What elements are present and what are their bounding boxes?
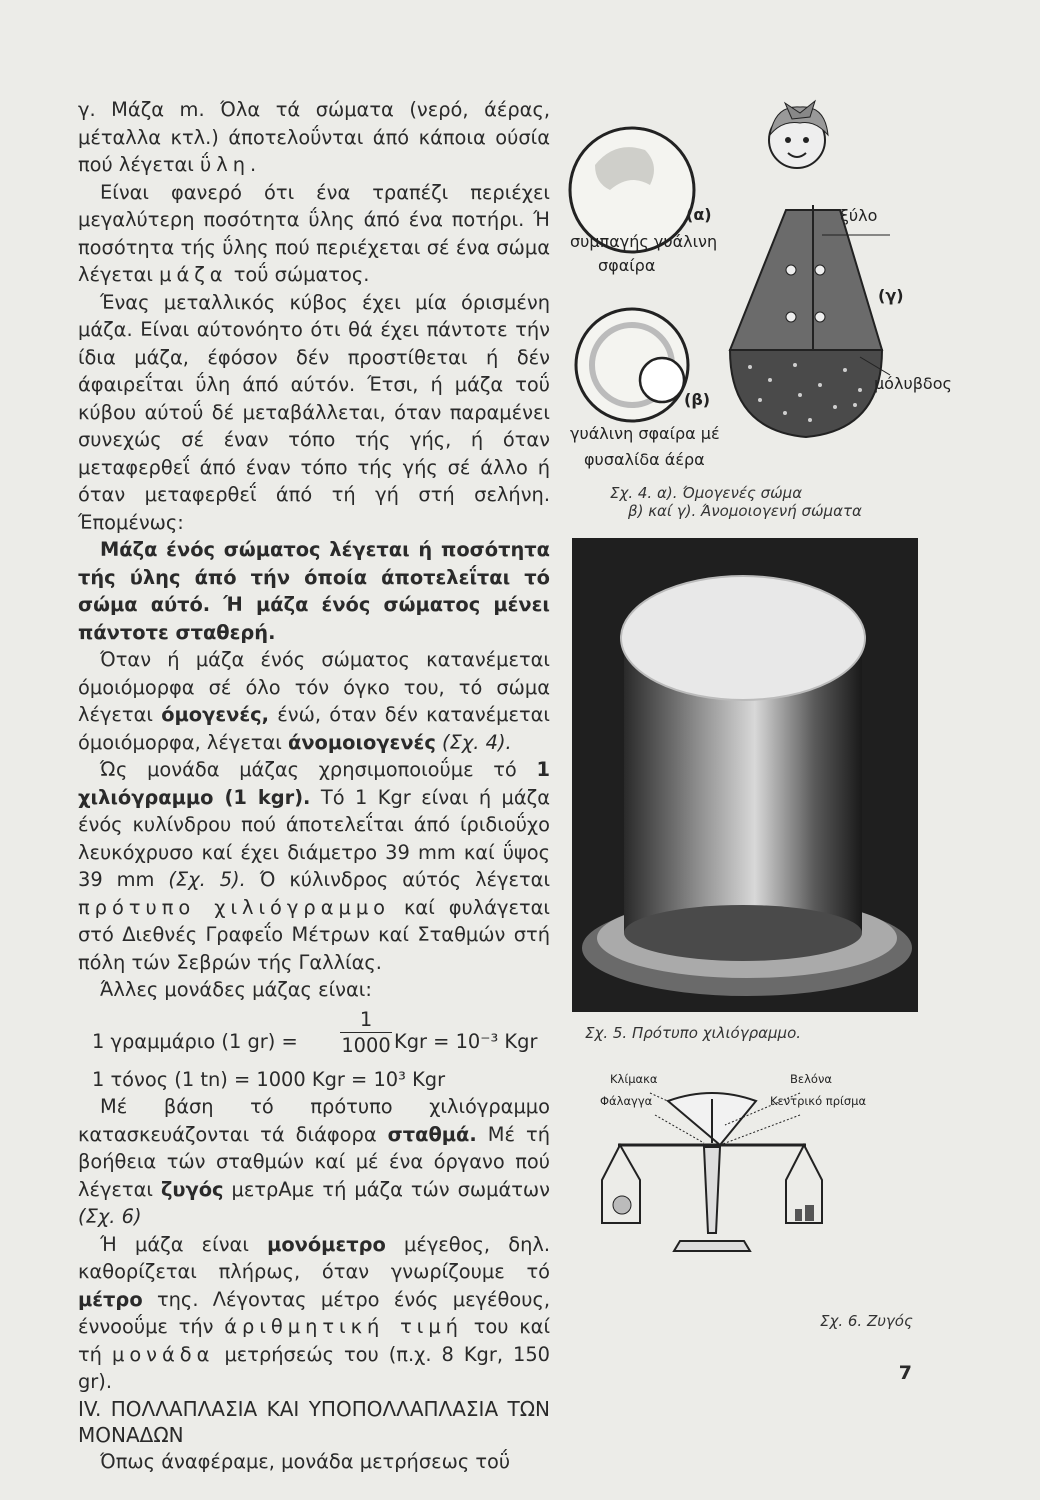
paragraph-homogeneous: Όταν ή μάζα ένός σώματος κατανέμεται όμοιόμορφα σέ όλο τόν όγκο του, τό σώμα λέγεται όμογενές, ένώ, όταν δέν κατανέμεται όμοιόμορφα, λέγεται άνομοιογενές (Σχ. 4). [78, 648, 550, 754]
label-beam: Φάλαγγα [600, 1094, 653, 1108]
paragraph-scalar: Ή μάζα είναι μονόμετρο μέγεθος, δηλ. καθορίζεται πλήρως, όταν γνωρίζουμε τό μέτρο της. Λέγοντας μέτρο ένός μεγέθους, έννοοΰμε τήν άριθμητική τιμή του καί τή μονάδα μετρήσεώς του (π.χ. 8 Kgr, 150 gr). [78, 1232, 551, 1393]
label-a: (α) [686, 205, 712, 224]
right-pan-icon [786, 1145, 822, 1223]
formula-gram: 1 γραμμάριο (1 gr) = $\frac{1}{1000}$ Kgr = 10⁻³ Kgr [92, 1007, 538, 1057]
lead-base-icon [730, 350, 882, 437]
section-heading: IV. ΠΟΛΛΑΠΛΑΣΙΑ ΚΑΙ ΥΠΟΠΟΛΛΑΠΛΑΣΙΑ ΤΩΝ ΜΟΝΑΔΩΝ [78, 1396, 550, 1447]
label-wood: ξύλο [840, 206, 878, 225]
label-c: (γ) [878, 286, 904, 305]
air-bubble-icon [640, 358, 684, 402]
fraction: $\frac{1}{1000}$ [341, 1007, 391, 1057]
figure-5-caption: Σχ. 5. Πρότυπο χιλιόγραμμο. [585, 1024, 802, 1042]
label-prism: Κεντρικό πρίσμα [770, 1094, 867, 1108]
label-needle: Βελόνα [790, 1072, 832, 1086]
paragraph-mass-intro: γ. Μάζα m. Όλα τά σώματα (νερό, άέρας, μέταλλα κτλ.) άποτελοΰνται άπό κάποια ούσία πού λέγεται ΰλη. [78, 98, 550, 176]
term-mass: μάζα [159, 263, 228, 286]
label-b: (β) [684, 390, 711, 409]
paragraph-continued: Όπως άναφέραμε, μονάδα μετρήσεως τοΰ [100, 1449, 511, 1473]
definition-mass: Μάζα ένός σώματος λέγεται ή ποσότητα τής ύλης άπό τήν όποία άποτελεΐται τό σώμα αύτό. Ή μάζα ένός σώματος μένει πάντοτε σταθερή. [78, 538, 550, 644]
label-scale: Κλίμακα [610, 1072, 658, 1086]
paragraph-other-units: Άλλες μονάδες μάζας είναι: [100, 978, 372, 1001]
column-icon [704, 1147, 720, 1233]
kilogram-cylinder-image [572, 538, 918, 1012]
textbook-page: γ. Μάζα m. Όλα τά σώματα (νερό, άέρας, μέταλλα κτλ.) άποτελοΰνται άπό κάποια ούσία πού λέγεται ΰλη. Είναι φανερό ότι ένα τραπέζι περιέχει μεγαλύτερη ποσότητα ΰλης άπό ένα ποτήρι. Ή ποσότητα τής ΰλης πού περιέχεται σέ ένα σώμα λέγεται μάζα τοΰ σώματος. Ένας μεταλλικός κύβος έχει μία όρισμένη μάζα. Είναι αύτονόητο ότι θά έχει πάντοτε τήν ίδια μάζα, έφόσον δέν προστίθεται ή δέν άφαιρεΐται ΰλη άπό αύτόν. Έτσι, ή μάζα τοΰ κύβου αύτοΰ δέ μεταβάλλεται, όταν παραμένει συνεχώς σέ έναν τόπο τής γής, ή όταν μεταφερθεΐ άπό έναν τόπο τής γής σέ άλλο ή όταν μεταφερθεΐ άπό τή γή στή σελήνη. Έπομένως: Μάζα ένός σώματος λέγεται ή ποσότητα τής ύλης άπό τήν όποία άποτελεΐται τό σώμα αύτό. Ή μάζα ένός σώματος μένει πάντοτε σταθερή. Όταν ή μάζα ένός σώματος κατανέμεται όμοιόμορφα σέ όλο τόν όγκο του, τό σώμα λέγεται όμογενές, ένώ, όταν δέν κατανέμεται όμοιόμορφα, λέγεται άνομοιογενές (Σχ. 4). Ώς μονάδα μάζας χρησιμοποιοΰμε τό 1 χιλιόγραμμο (1 kgr). Τό 1 Kgr είναι ή μάζα ένός κυλίνδρου πού άποτελεΐται άπό ίριδιοΰχο λευκόχρυσο καί έχει διάμετρο 39 mm καί ΰψος 39 mm (Σχ. 5). Ό κύλινδρος αύτός λέγεται πρότυπο χιλιόγραμμο καί φυλάγεται στό Διεθνές Γραφεΐο Μέτρων καί Σταθμών στή πόλη τών Σεβρών τής Γαλλίας. Άλλες μονάδες μάζας είναι: 1 γραμμάριο (1 gr) = $\frac{1}{1000}$ Kgr = 10⁻³ Kgr 1 τόνος (1 tn) = 1000 Kgr = 10³ Kgr Μέ βάση τό πρότυπο χιλιόγραμμο κατασκευάζονται τά διάφορα σταθμά. Μέ τή βοήθεια τών σταθμών καί μέ ένα όργανο πού λέγεται ζυγός μετρAμε τή μάζα τών σωμάτων (Σχ. 6) Ή μάζα είναι μονόμετρο μέγεθος, δηλ. καθορίζεται πλήρως, όταν γνωρίζουμε τό μέτρο της. Λέγοντας μέτρο ένός μεγέθους, έννοοΰμε τήν άριθμητική τιμή του καί τή μονάδα μετρήσεώς του (π.χ. 8 Kgr, 150 gr). IV. ΠΟΛΛΑΠΛΑΣΙΑ ΚΑΙ ΥΠΟΠΟΛΛΑΠΛΑΣΙΑ ΤΩΝ ΜΟΝΑΔΩΝ Όπως άναφέραμε, μονάδα μετρήσεως τοΰ (α) συμπαγής γυάλινη σφαίρα (β) γυάλινη σφαίρα μέ φυσαλίδα άέρα (γ) ξύλο μόλυβδος Σχ. 4. α). Όμογενές σώμα β) καί γ). Άνομοιογενή σώματα Σχ. 5. Πρότυπο χιλιόγραμμο. Κλίμακα Φάλαγγα Βελόνα Κεντρικό πρίσμα Σχ. 6. Ζυγός 7 [0, 0, 1040, 1500]
base-icon [674, 1241, 750, 1251]
label-lead: μόλυβδος [874, 374, 952, 393]
figure-4-caption-2: β) καί γ). Άνομοιογενή σώματα [628, 502, 862, 520]
figure-4-caption-1: Σχ. 4. α). Όμογενές σώμα [610, 484, 803, 502]
figure-6-caption: Σχ. 6. Ζυγός [820, 1312, 913, 1330]
paragraph-quantity: Είναι φανερό ότι ένα τραπέζι περιέχει μεγαλύτερη ποσότητα ΰλης άπό ένα ποτήρι. Ή ποσότητα τής ΰλης πού περιέχεται σέ ένα σώμα λέγεται μάζα τοΰ σώματος. [78, 180, 550, 286]
formula-ton: 1 τόνος (1 tn) = 1000 Kgr = 10³ Kgr [92, 1067, 446, 1091]
main-text-column [78, 96, 550, 1475]
weight-icon [795, 1209, 802, 1221]
paragraph-weights: Μέ βάση τό πρότυπο χιλιόγραμμο κατασκευάζονται τά διάφορα σταθμά. Μέ τή βοήθεια τών σταθμών καί μέ ένα όργανο πού λέγεται ζυγός μετρAμε τή μάζα τών σωμάτων (Σχ. 6) [78, 1095, 550, 1228]
paragraph-kilogram: Ώς μονάδα μάζας χρησιμοποιοΰμε τό 1 χιλιόγραμμο (1 kgr). Τό 1 Kgr είναι ή μάζα ένός κυλίνδρου πού άποτελεΐται άπό ίριδιοΰχο λευκόχρυσο καί έχει διάμετρο 39 mm καί ΰψος 39 mm (Σχ. 5). Ό κύλινδρος αύτός λέγεται πρότυπο χιλιόγραμμο καί φυλάγεται στό Διεθνές Γραφεΐο Μέτρων καί Σταθμών στή πόλη τών Σεβρών τής Γαλλίας. [78, 758, 551, 974]
figure-5-photo [572, 538, 918, 1012]
figure-6-balance [600, 1085, 860, 1265]
wooden-cone-icon [730, 210, 882, 350]
page-number: 7 [898, 1362, 912, 1384]
term-prototype: πρότυπο χιλιόγραμμο [78, 895, 391, 919]
object-icon [613, 1196, 631, 1214]
paragraph-cube: Ένας μεταλλικός κύβος έχει μία όρισμένη μάζα. Είναι αύτονόητο ότι θά έχει πάντοτε τήν ίδια μάζα, έφόσον δέν προστίθεται ή δέν άφαιρεΐται ΰλη άπό αύτόν. Έτσι, ή μάζα τοΰ κύβου αύτοΰ δέ μεταβάλλεται, όταν παραμένει συνεχώς σέ έναν τόπο τής γής, ή όταν μεταφερθεΐ άπό έναν τόπο τής γής σέ άλλο ή όταν μεταφερθεΐ άπό τή γή στή σελήνη. Έπομένως: [78, 290, 550, 534]
term-matter: ΰλη [200, 153, 251, 176]
